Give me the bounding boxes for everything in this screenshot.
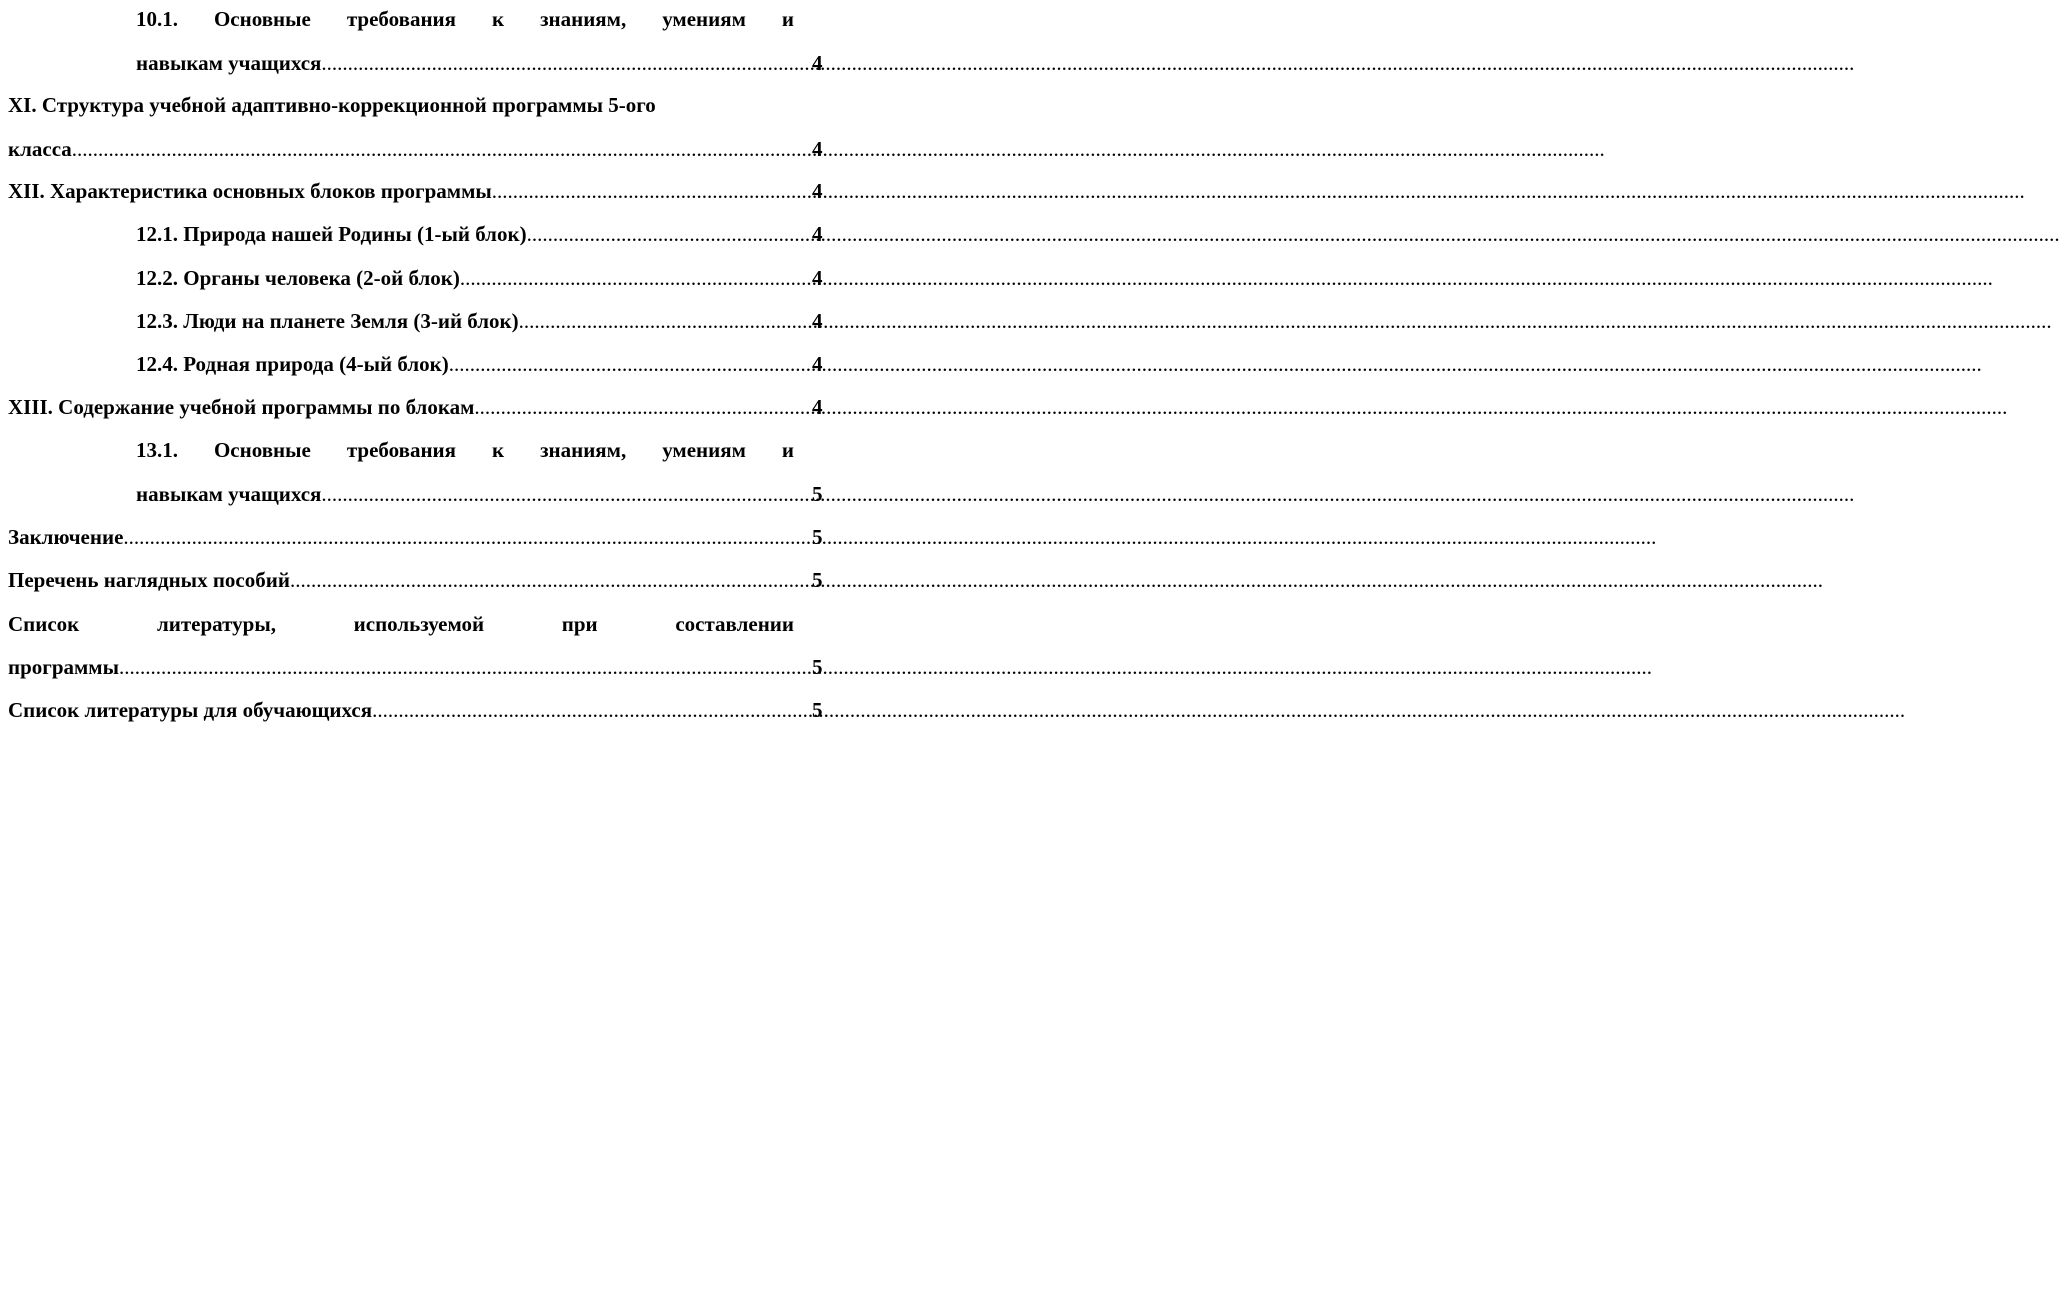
toc-entry-xii	[8, 176, 782, 206]
toc-page-number: 4	[812, 51, 823, 75]
toc-entry-text: Список литературы для обучающихся	[8, 698, 373, 722]
toc-entry-10-1-line-2	[136, 48, 794, 78]
toc-entry-conclusion	[8, 522, 794, 552]
toc-page-number: 5	[812, 568, 823, 592]
toc-entry-text: класса	[8, 137, 72, 161]
toc-page-number: 4	[812, 137, 823, 161]
toc-entry-text: 12.4. Родная природа (4-ый блок)	[136, 352, 449, 376]
toc-page-number: 4	[812, 309, 823, 333]
dot-leader	[290, 565, 1823, 595]
toc-entry-12-4	[136, 349, 788, 379]
toc-page-number: 5	[812, 482, 823, 506]
toc-entry-12-2	[136, 263, 784, 293]
toc-entry-xiii	[8, 392, 784, 422]
toc-page-number: 5	[812, 655, 823, 679]
dot-leader	[527, 219, 2060, 249]
toc-page-number: 4	[812, 222, 823, 246]
toc-entry-text: программы	[8, 655, 119, 679]
dot-leader	[372, 695, 1905, 725]
dot-leader	[519, 306, 2052, 336]
toc-entry-visual-aids	[8, 565, 794, 595]
toc-entry-12-1	[136, 219, 782, 249]
toc-entry-xi-line-2	[8, 134, 794, 164]
dot-leader	[321, 48, 1854, 78]
toc-entry-13-1-line-1: 13.1. Основные требования к знаниям, умениям и	[136, 438, 794, 462]
toc-entry-references-line-1: Список литературы, используемой при составлении	[8, 612, 794, 636]
dot-leader	[72, 134, 1605, 164]
toc-page-number: 4	[812, 179, 823, 203]
toc-entry-references-line-2	[8, 652, 794, 682]
toc-page-number: 4	[812, 352, 823, 376]
toc-entry-text: Заключение	[8, 525, 124, 549]
dot-leader	[474, 392, 2007, 422]
dot-leader	[492, 176, 2025, 206]
toc-entry-text: Перечень наглядных пособий	[8, 568, 290, 592]
dot-leader	[321, 479, 1854, 509]
dot-leader	[119, 652, 1652, 682]
dot-leader	[449, 349, 1982, 379]
toc-entry-10-1-line-1: 10.1. Основные требования к знаниям, умениям и	[136, 7, 794, 31]
toc-entry-text: XII. Характеристика основных блоков программы	[8, 179, 492, 203]
toc-entry-text: навыкам учащихся	[136, 51, 322, 75]
toc-page-number: 5	[812, 698, 823, 722]
toc-entry-text: 12.1. Природа нашей Родины (1-ый блок)	[136, 222, 527, 246]
toc-entry-text: 12.3. Люди на планете Земля (3-ий блок)	[136, 309, 519, 333]
toc-page-number: 4	[812, 266, 823, 290]
toc-page-number: 5	[812, 525, 823, 549]
toc-entry-student-references	[8, 695, 784, 725]
toc-entry-text: навыкам учащихся	[136, 482, 322, 506]
toc-page-number: 4	[812, 395, 823, 419]
toc-entry-13-1-line-2	[136, 479, 786, 509]
toc-entry-text: 12.2. Органы человека (2-ой блок)	[136, 266, 460, 290]
dot-leader	[123, 522, 1656, 552]
dot-leader	[460, 263, 1993, 293]
toc-entry-12-3	[136, 306, 786, 336]
toc-entry-text: XIII. Содержание учебной программы по блокам	[8, 395, 475, 419]
toc-entry-xi-line-1: XI. Структура учебной адаптивно-коррекционной программы 5-ого	[8, 93, 656, 117]
